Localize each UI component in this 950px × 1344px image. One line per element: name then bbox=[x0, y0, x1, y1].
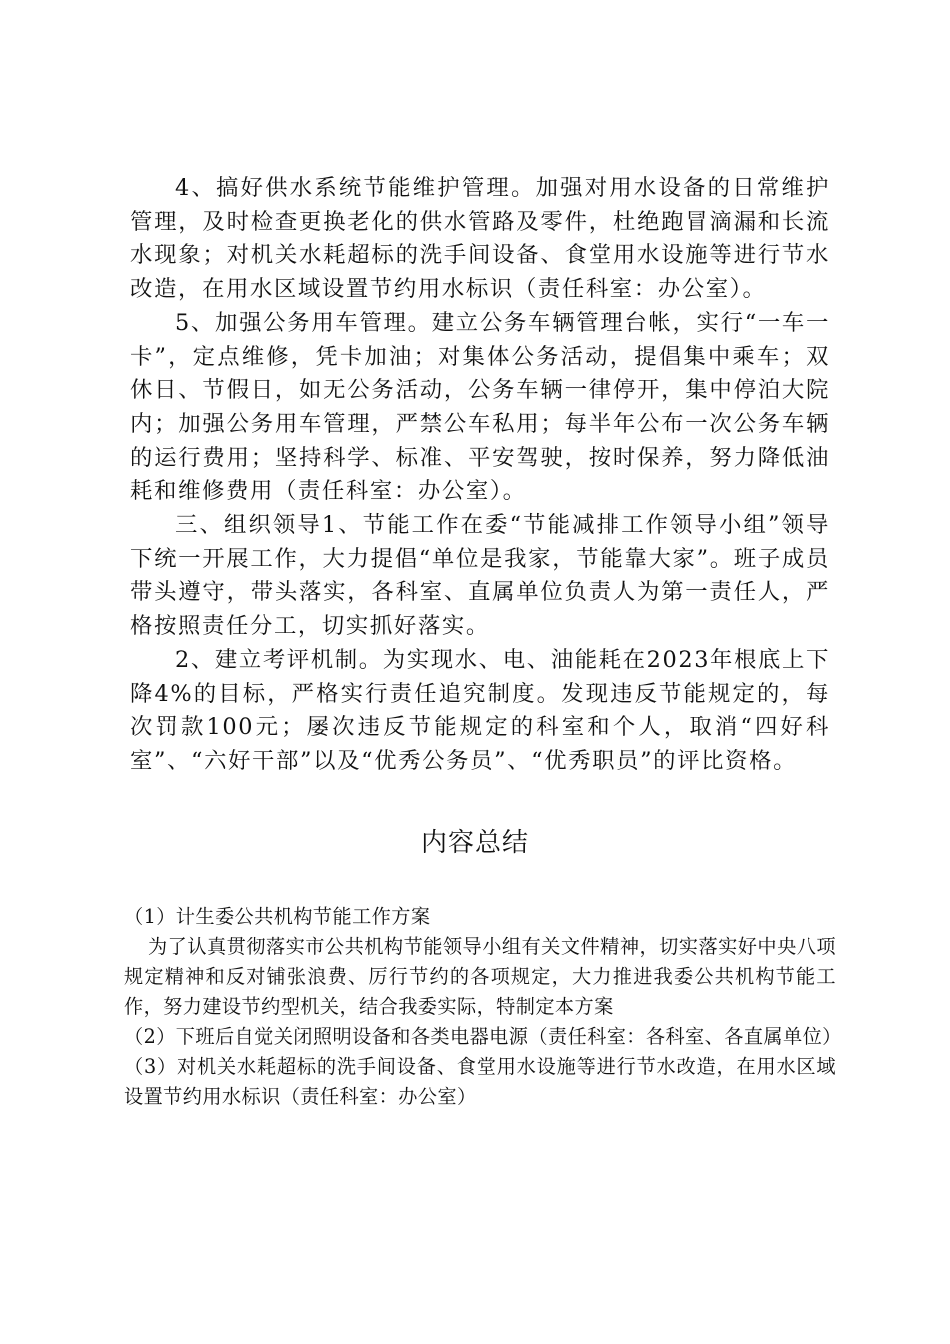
paragraph-water-supply: 4、搞好供水系统节能维护管理。加强对用水设备的日常维护管理，及时检查更换老化的供水管路及零件，杜绝跑冒滴漏和长流水现象；对机关水耗超标的洗手间设备、食堂用水设施等进行节水改造，在用水区域设置节约用水标识（责任科室：办公室）。 bbox=[130, 175, 830, 303]
summary-item-3: （3）对机关水耗超标的洗手间设备、食堂用水设施等进行节水改造，在用水区域设置节约用水标识（责任科室：办公室） bbox=[124, 1055, 836, 1108]
summary-item-1-title: （1）计生委公共机构节能工作方案 bbox=[124, 905, 431, 928]
summary-item-1-body: 为了认真贯彻落实市公共机构节能领导小组有关文件精神，切实落实好中央八项规定精神和反对铺张浪费、厉行节约的各项规定，大力推进我委公共机构节能工作，努力建设节约型机关，结合我委实际，特制定本方案 bbox=[124, 935, 836, 1018]
document-body bbox=[130, 172, 830, 779]
summary-heading: 内容总结 bbox=[420, 828, 529, 858]
paragraph-vehicle-management: 5、加强公务用车管理。建立公务车辆管理台帐，实行“一车一卡”，定点维修，凭卡加油；对集体公务活动，提倡集中乘车；双休日、节假日，如无公务活动，公务车辆一律停开，集中停泊大院内；加强公务用车管理，严禁公车私用；每半年公布一次公务车辆的运行费用；坚持科学、标准、平安驾驶，按时保养，努力降低油耗和维修费用（责任科室：办公室）。 bbox=[130, 309, 830, 505]
summary-item-2: （2）下班后自觉关闭照明设备和各类电器电源（责任科室：各科室、各直属单位） bbox=[124, 1025, 842, 1048]
paragraph-organization-leadership: 三、组织领导1、节能工作在委“节能减排工作领导小组”领导下统一开展工作，大力提倡“单位是我家，节能靠大家”。班子成员带头遵守，带头落实，各科室、直属单位负责人为第一责任人，严格按照责任分工，切实抓好落实。 bbox=[130, 512, 830, 640]
paragraph-evaluation-mechanism: 2、建立考评机制。为实现水、电、油能耗在2023年根底上下降4%的目标，严格实行责任追究制度。发现违反节能规定的，每次罚款100元；屡次违反节能规定的科室和个人，取消“四好科室”、“六好干部”以及“优秀公务员”、“优秀职员”的评比资格。 bbox=[130, 646, 831, 774]
summary-section bbox=[124, 902, 842, 1112]
